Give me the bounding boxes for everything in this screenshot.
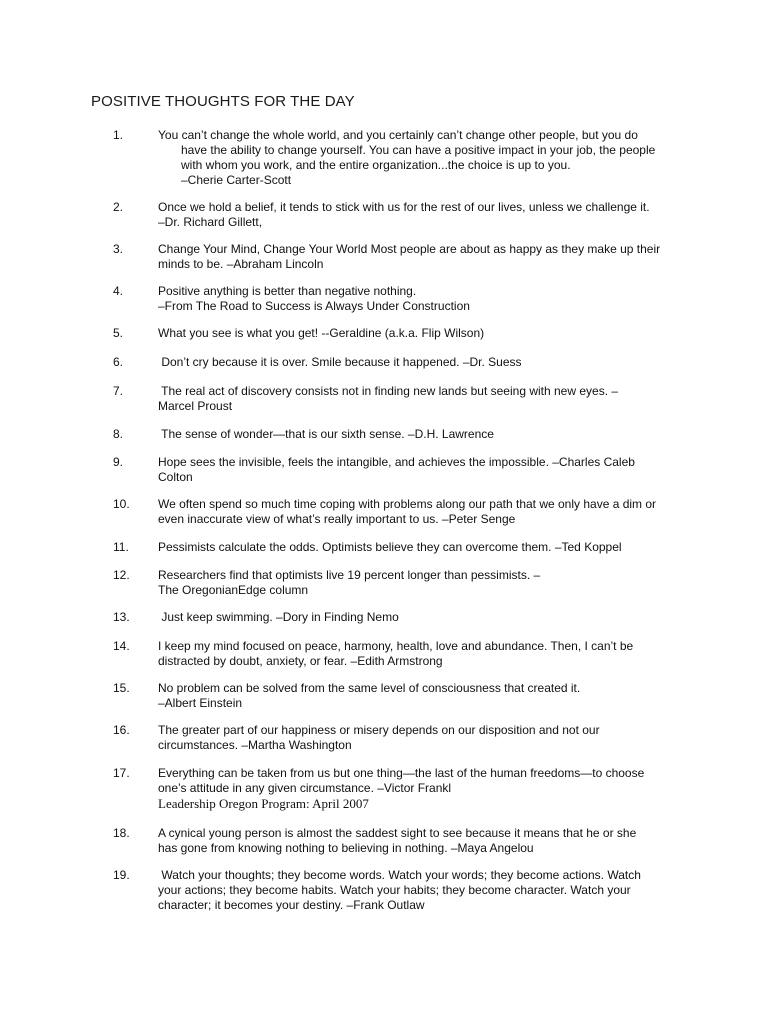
item-number: 19. — [113, 868, 130, 882]
quote-line: I keep my mind focused on peace, harmony, health, love and abundance. Then, I can’t be — [158, 639, 634, 653]
quote-text — [158, 540, 668, 555]
quote-text — [158, 868, 668, 913]
quote-text — [158, 497, 668, 527]
quote-line: Once we hold a belief, it tends to stick with us for the rest of our lives, unless we challenge it. — [158, 200, 650, 214]
item-number: 11. — [113, 540, 129, 554]
quote-text — [158, 681, 668, 711]
quote-line: Colton — [158, 470, 193, 484]
quote-line: Positive anything is better than negative nothing. — [158, 284, 417, 298]
quote-text — [158, 242, 668, 272]
quote-text — [158, 384, 668, 414]
quote-line: –Cherie Carter-Scott — [181, 173, 292, 187]
quote-line: The real act of discovery consists not in finding new lands but seeing with new eyes. – — [158, 384, 619, 398]
quote-line: You can’t change the whole world, and you certainly can’t change other people, but you do — [158, 128, 638, 142]
quote-text — [158, 826, 668, 856]
item-number: 15. — [113, 681, 130, 695]
quote-text — [158, 284, 668, 314]
quote-line: Researchers find that optimists live 19 percent longer than pessimists. – — [158, 568, 541, 582]
quote-text — [158, 455, 668, 485]
quote-text — [158, 568, 668, 598]
quote-line: –Albert Einstein — [158, 696, 243, 710]
quote-line: has gone from knowing nothing to believing in nothing. –Maya Angelou — [158, 841, 534, 855]
quote-line: We often spend so much time coping with problems along our path that we only have a dim or — [158, 497, 657, 511]
quote-line: What you see is what you get! --Geraldine (a.k.a. Flip Wilson) — [158, 326, 485, 340]
quote-text — [158, 128, 668, 188]
quote-line: circumstances. –Martha Washington — [158, 738, 352, 752]
quote-text — [158, 723, 668, 753]
item-number: 1. — [113, 128, 124, 142]
item-number: 10. — [113, 497, 130, 511]
quote-line: character; it becomes your destiny. –Frank Outlaw — [158, 898, 425, 912]
quote-text — [158, 639, 668, 669]
quote-line: Just keep swimming. –Dory in Finding Nemo — [158, 610, 399, 624]
quote-text — [158, 610, 668, 625]
item-number: 2. — [113, 200, 124, 214]
quote-line: The greater part of our happiness or misery depends on our disposition and not our — [158, 723, 600, 737]
quote-line: –Dr. Richard Gillett, — [158, 215, 263, 229]
quote-line: The OregonianEdge column — [158, 583, 309, 597]
quote-line: with whom you work, and the entire organization...the choice is up to you. — [181, 158, 571, 172]
quote-text — [158, 355, 668, 370]
quote-line: A cynical young person is almost the saddest sight to see because it means that he or she — [158, 826, 637, 840]
quote-line: even inaccurate view of what’s really important to us. –Peter Senge — [158, 512, 516, 526]
item-number: 5. — [113, 326, 124, 340]
quote-text — [158, 200, 668, 230]
quote-line: No problem can be solved from the same level of consciousness that created it. — [158, 681, 581, 695]
quote-line: Marcel Proust — [158, 399, 233, 413]
item-number: 16. — [113, 723, 130, 737]
page-title: POSITIVE THOUGHTS FOR THE DAY — [91, 93, 355, 110]
item-number: 12. — [113, 568, 130, 582]
item-number: 13. — [113, 610, 130, 624]
item-number: 18. — [113, 826, 130, 840]
item-number: 9. — [113, 455, 124, 469]
item-number: 14. — [113, 639, 130, 653]
quote-line: Change Your Mind, Change Your World Most people are about as happy as they make up their — [158, 242, 661, 256]
item-number: 17. — [113, 766, 130, 780]
quote-line: –From The Road to Success is Always Under Construction — [158, 299, 470, 313]
item-number: 3. — [113, 242, 124, 256]
quote-text — [158, 326, 668, 341]
quote-line: Hope sees the invisible, feels the intangible, and achieves the impossible. –Charles Caleb — [158, 455, 635, 469]
quote-line: have the ability to change yourself. You can have a positive impact in your job, the people — [181, 143, 656, 157]
quote-text — [158, 766, 668, 811]
quote-line: Pessimists calculate the odds. Optimists believe they can overcome them. –Ted Koppel — [158, 540, 622, 554]
quote-line: your actions; they become habits. Watch your habits; they become character. Watch your — [158, 883, 631, 897]
quote-line: Watch your thoughts; they become words. Watch your words; they become actions. Watch — [158, 868, 641, 882]
quote-line: distracted by doubt, anxiety, or fear. –Edith Armstrong — [158, 654, 443, 668]
item-number: 8. — [113, 427, 124, 441]
quote-line: minds to be. –Abraham Lincoln — [158, 257, 324, 271]
quote-line: Everything can be taken from us but one thing—the last of the human freedoms—to choose — [158, 766, 645, 780]
quote-text — [158, 427, 668, 442]
quote-line: The sense of wonder—that is our sixth sense. –D.H. Lawrence — [158, 427, 494, 441]
quote-line: one’s attitude in any given circumstance. –Victor Frankl — [158, 781, 452, 795]
quote-line: Don’t cry because it is over. Smile because it happened. –Dr. Suess — [158, 355, 522, 369]
item-number: 4. — [113, 284, 124, 298]
item-number: 6. — [113, 355, 124, 369]
item-number: 7. — [113, 384, 124, 398]
program-note: Leadership Oregon Program: April 2007 — [158, 796, 369, 811]
